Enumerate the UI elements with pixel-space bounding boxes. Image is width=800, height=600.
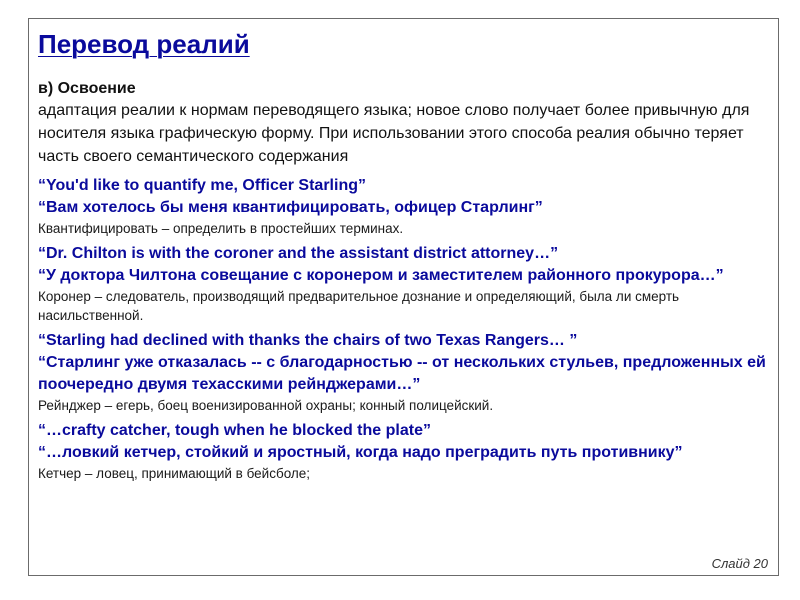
example-translation-quote: “…ловкий кетчер, стойкий и яростный, когда надо преградить путь противнику” <box>38 444 683 461</box>
slide-frame <box>28 18 779 576</box>
example-note: Квантифицировать – определить в простейших терминах. <box>38 221 404 236</box>
example-note: Коронер – следователь, производящий предварительное дознание и определяющий, была ли смерть насильственной. <box>38 289 680 323</box>
example-3 <box>38 330 768 415</box>
example-4 <box>38 420 768 483</box>
example-original-quote: “Dr. Chilton is with the coroner and the assistant district attorney…” <box>38 245 559 262</box>
example-1 <box>38 175 768 238</box>
example-note: Рейнджер – егерь, боец военизированной охраны; конный полицейский. <box>38 398 494 413</box>
slide-content <box>38 79 768 488</box>
example-original-quote: “You'd like to quantify me, Officer Starling” <box>38 177 366 194</box>
example-note: Кетчер – ловец, принимающий в бейсболе; <box>38 466 311 481</box>
slide-title: Перевод реалий <box>38 29 250 59</box>
example-original-quote: “…crafty catcher, tough when he blocked the plate” <box>38 422 431 439</box>
slide-number: Слайд 20 <box>711 556 768 571</box>
example-translation-quote: “Вам хотелось бы меня квантифицировать, офицер Старлинг” <box>38 199 543 216</box>
definition-text: адаптация реалии к нормам переводящего языка; новое слово получает более привычную для носителя языка графическую форму. При использовании этого способа реалия обычно теряет часть своего семантического содержания <box>38 102 750 165</box>
example-translation-quote: “У доктора Чилтона совещание с коронером и заместителем районного прокурора…” <box>38 267 724 284</box>
example-translation-quote: “Старлинг уже отказалась -- с благодарностью -- от нескольких стульев, предложенных ей поочередно двумя техасскими рейнджерами…” <box>38 354 766 393</box>
example-2 <box>38 243 768 325</box>
section-heading: в) Освоение <box>38 80 136 97</box>
example-original-quote: “Starling had declined with thanks the chairs of two Texas Rangers… ” <box>38 332 578 349</box>
